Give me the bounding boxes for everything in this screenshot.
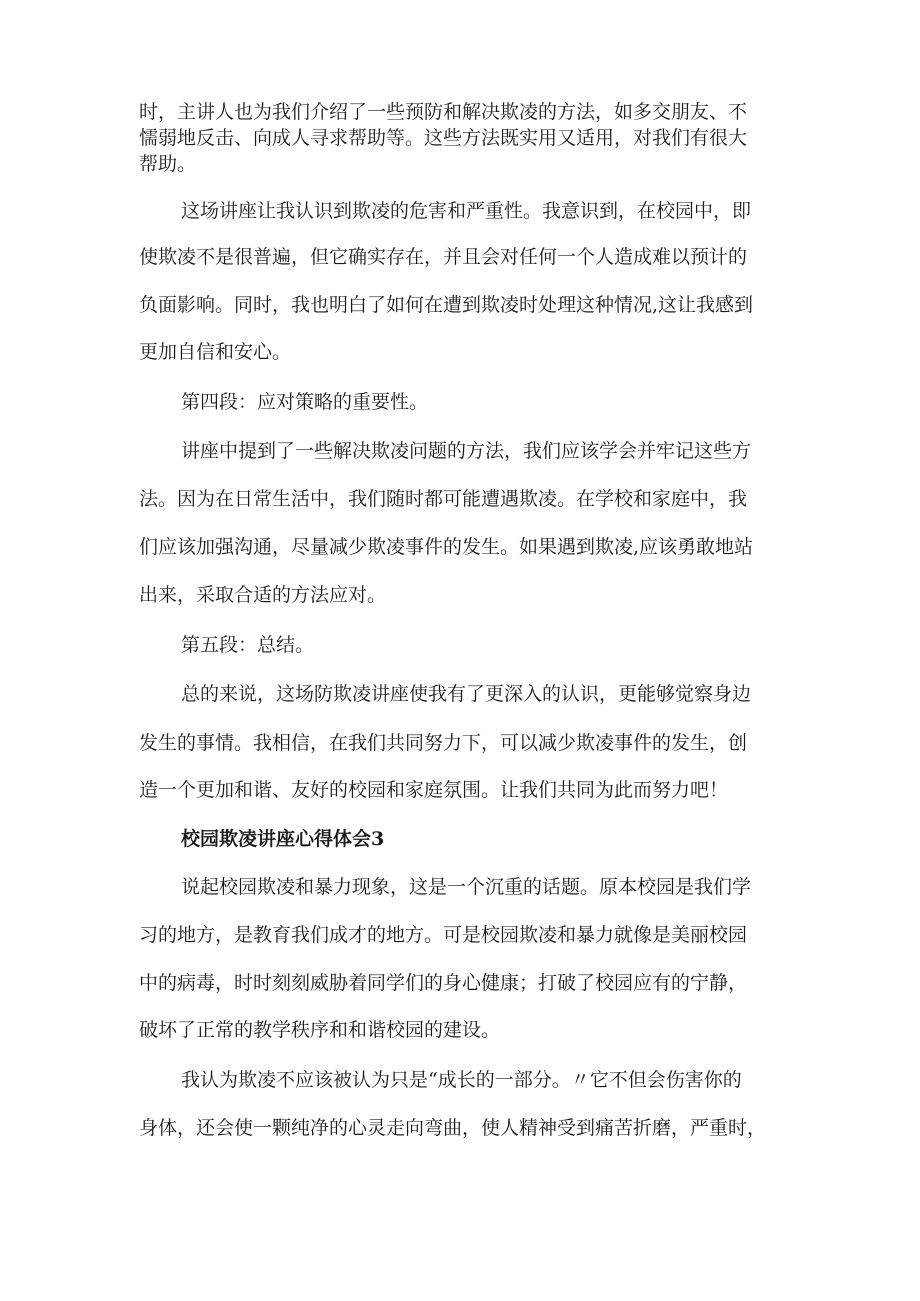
- text-line: 我认为欺凌不应该被认为只是“成长的一部分。〃它不但会伤害你的: [181, 1069, 742, 1091]
- text-line: 习的地方，是教育我们成才的地方。可是校园欺凌和暴力就像是美丽校园: [139, 924, 748, 946]
- text-line: 法。因为在日常生活中，我们随时都可能遭遇欺凌。在学校和家庭中，我: [139, 488, 748, 510]
- text-line: 造一个更加和谐、友好的校园和家庭氛围。让我们共同为此而努力吧！: [139, 779, 729, 801]
- text-line: 们应该加强沟通，尽量减少欺凌事件的发生。如果遇到欺凌,应该勇敢地站: [139, 536, 754, 558]
- text-line: 时，主讲人也为我们介绍了一些预防和解决欺凌的方法，如多交朋友、不: [139, 101, 748, 123]
- text-line: 身体，还会使一颗纯净的心灵走向弯曲，使人精神受到痛苦折磨，严重时，: [139, 1117, 767, 1139]
- text-line: 破坏了正常的教学秩序和和谐校园的建设。: [139, 1019, 501, 1041]
- section-heading: 第四段：应对策略的重要性。: [181, 391, 429, 413]
- text-line: 出来，采取合适的方法应对。: [139, 584, 387, 606]
- text-line: 说起校园欺凌和暴力现象，这是一个沉重的话题。原本校园是我们学: [181, 876, 752, 898]
- text-line: 帮助。: [139, 153, 197, 175]
- text-line: 中的病毒，时时刻刻威胁着同学们的身心健康；打破了校园应有的宁静，: [139, 972, 748, 994]
- text-line: 更加自信和安心。: [139, 341, 292, 363]
- text-line: 这场讲座让我认识到欺凌的危害和严重性。我意识到，在校园中，即: [181, 200, 752, 222]
- text-line: 总的来说，这场防欺凌讲座使我有了更深入的认识，更能够觉察身边: [181, 683, 752, 705]
- text-line: 负面影响。同时，我也明白了如何在遭到欺凌时处理这种情况,这让我感到: [139, 294, 754, 316]
- text-line: 使欺凌不是很普遍，但它确实存在，并且会对任何一个人造成难以预计的: [139, 246, 748, 268]
- article-title: 校园欺凌讲座心得体会3: [181, 828, 385, 850]
- text-line: 讲座中提到了一些解决欺凌问题的方法，我们应该学会并牢记这些方: [181, 440, 752, 462]
- text-line: 发生的事情。我相信，在我们共同努力下，可以减少欺凌事件的发生，创: [139, 732, 748, 754]
- text-line: 懦弱地反击、向成人寻求帮助等。这些方法既实用又适用，对我们有很大: [139, 127, 748, 149]
- section-heading: 第五段：总结。: [181, 634, 315, 656]
